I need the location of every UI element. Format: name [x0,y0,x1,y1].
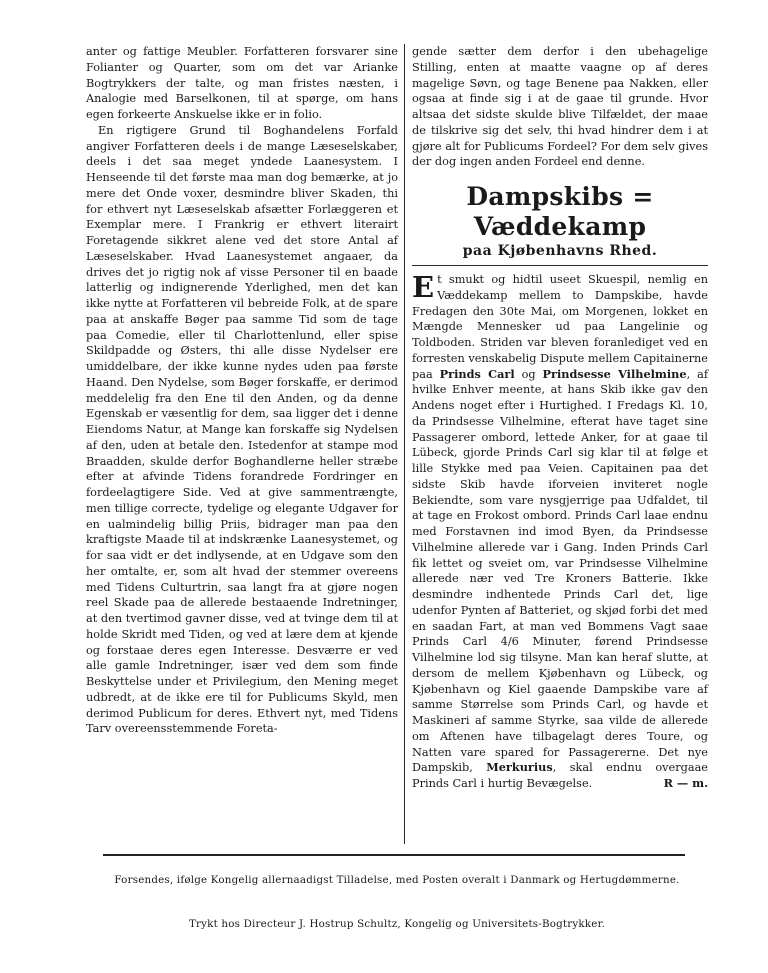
left-column [86,44,398,737]
article-heading: Dampskibs = Væddekamp [466,182,654,241]
ship-name-prindsesse-vilhelmine: Prindsesse Vilhelmine [542,366,687,381]
column-divider [404,44,405,844]
article-text-1: t smukt og hidtil useet Skuespil, nemlig en Væddekamp mellem to Dampskibe, havde Fredagen den 30te Mai, om Morgenen, lokket en Mængde Mennesker ud paa Langelinie og Toldboden. Striden var bleven foranlediget ved en forresten venskabelig Dispute mellem Capitainerne paa [412,273,708,381]
right-paragraph-1: gende sætter dem derfor i den ubehagelige Stilling, enten at maatte vaagne op af deres magelige Søvn, og tage Benene paa Nakken, eller ogsaa at finde sig i at de gaae til grunde. Hvor altsaa det sidste skulde blive Tilfældet, der maae de tilskrive sig det selv, thi hvad hindrer dem i at gjøre alt for Publicums Fordeel? For dem selv gives der dog ingen anden Fordeel end denne. [412,45,708,169]
article-body [412,272,708,792]
author-signature: R — m. [663,776,708,790]
distribution-notice: Forsendes, ifølge Kongelig allernaadigst Tilladelse, med Posten overalt i Danmark og Hertugdømmerne. [114,874,680,886]
article-subheading: paa Kjøbenhavns Rhed. [462,243,658,259]
article-title-block [412,182,708,261]
left-paragraph-2: En rigtigere Grund til Boghandelens Forfald angiver Forfatteren deels i de mange Læseselskaber, deels i det saa meget yndede Laanesystem. I Henseende til det første maa man dog bemærke, at jo mere det Onde voxer, desmindre bliver Skaden, thi for ethvert nyt Læseselskab afsætter Forlæggeren et Exemplar mere. I Frankrig er ethvert literairt Foretagende sikkret alene ved det store Antal af Læseselskaber. Hvad Laanesystemet angaaer, da drives det jo rigtig nok af visse Personer til en baade latterlig og indignerende Yderlighed, men det kan ikke nytte at Forfatteren vil bebreide Folk, at de spare paa at anskaffe Bøger paa samme Tid som de tage paa Comedie, eller til Charlottenlund, eller spise Skildpadde og Østers, thi alle disse Nydelser ere umiddelbare, der ikke kunne nydes uden paa første Haand. Den Nydelse, som Bøger forskaffe, er derimod meddelelig fra den Ene til den Anden, og da denne Egenskab er væsentlig for dem, saa ligger det i denne Eiendoms Natur, at Mange kan forskaffe sig Nydelsen af den, uden at betale den. Istedenfor at stampe mod Braadden, skulde derfor Boghandlerne heller stræbe efter at afvinde Tidens forandrede Fordringer en fordeelagtigere Side. Ved at give sammentrængte, men tillige correcte, tydelige og elegante Udgaver for en ualmindelig billig Priis, bidrager man paa den kraftigste Maade til at indskrænke Laanesystemet, og for saa vidt er det indlysende, at en Udgave som den her omtalte, er, som alt hvad der stemmer overeens med Tidens Culturtrin, saa langt fra at gjøre nogen reel Skade paa de allerede bestaaende Indretninger, at den tvertimod gavner disse, ved at tvinge dem til at holde Skridt med Tiden, og ved at lære dem at kjende og forstaae deres egen Interesse. Desværre er ved alle gamle Indretninger, især ved dem som finde Beskyttelse under et Privilegium, den Mening meget udbredt, at de ikke ere til for Publicums Skyld, men derimod Publicum for deres. Ethvert nyt, med Tidens Tarv overeensstemmende Foreta- [86,123,398,736]
right-column [412,44,708,792]
drop-cap: E [412,270,435,304]
article-text-3: , skal endnu overgaae Prinds Carl i hurtig Bevægelse. [412,761,708,790]
left-paragraph-1: anter og fattige Meubler. Forfatteren forsvarer sine Folianter og Quarter, som om det var Arianke Bogtrykkers der talte, og man fristes næsten, i Analogie med Barselkonen, til at spørge, om hans egen forkeerte Anskuelse ikke er in folio. [86,45,398,121]
article-text-2: , af hvilke Enhver meente, at hans Skib ikke gav den Andens noget efter i Hurtighed. I Fredags Kl. 10, da Prindsesse Vilhelmine, efterat have taget sine Passagerer ombord, lettede Anker, for at gaae til Lübeck, gjorde Prinds Carl sig klar til at følge et lille Stykke med paa Veien. Capitainen paa det sidste Skib havde iforveien inviteret nogle Bekiendte, som vare nysgjerrige paa Udfaldet, til at tage en Frokost ombord. Prinds Carl laae endnu med Forstavnen ind imod Byen, da Prindsesse Vilhelmine allerede var i Gang. Inden Prinds Carl fik lettet og sveiet om, var Prindsesse Vilhelmine allerede nær ved Tre Kroners Batterie. Ikke desmindre indhentede Prinds Carl det, lige udenfor Pynten af Batteriet, og skjød forbi det med en saadan Fart, at man ved Bommens Vagt saae Prinds Carl 4/6 Minuter, førend Prindsesse Vilhelmine lod sig tilsyne. Man kan heraf slutte, at dersom de mellem Kjøbenhavn og Lübeck, og Kjøbenhavn og Kiel gaaende Dampskibe vare af samme Størrelse som Prinds Carl, og havde et Maskineri af samme Styrke, saa vilde de allerede om Aftenen have tilbagelagt deres Toure, og Natten vare spared for Passagererne. Det nye Dampskib, [412,367,709,775]
printer-imprint: Trykt hos Directeur J. Hostrup Schultz, Kongelig og Universitets-Bogtrykker. [188,918,606,930]
heading-rule [412,265,708,266]
footer-rule [103,854,685,856]
ship-name-prinds-carl: Prinds Carl [439,366,515,381]
article-conjunction: og [514,367,543,381]
ship-name-merkurius: Merkurius [486,760,553,775]
